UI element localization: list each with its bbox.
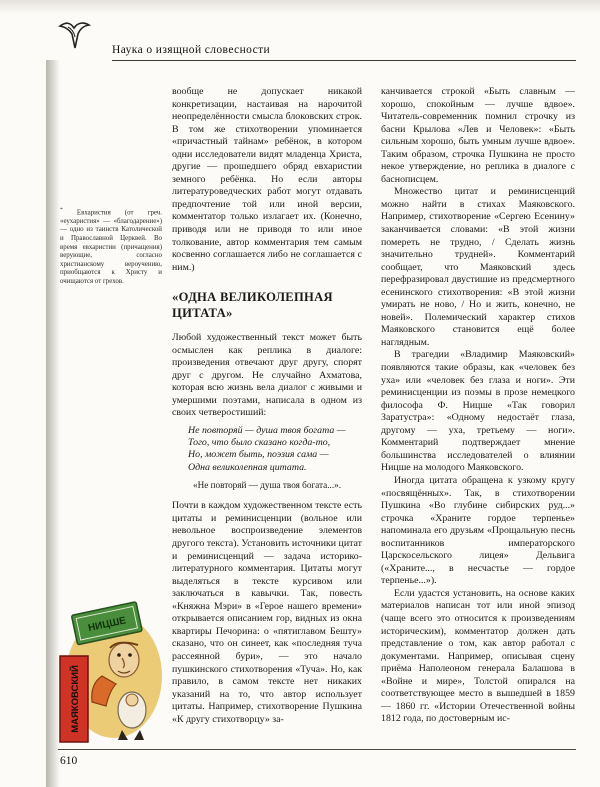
- poem-line: Не повторяй — душа твоя богата —: [188, 425, 346, 437]
- paragraph: канчивается строкой «Быть славным — хорошо, спокойным — лучше вдвое». Читатель-современник помнил строчку из басни Крылова «Лев и Человек»: «Быть сильным хорошо, быть умным лучше вдвое». Таким образом, строчка Пушкина не просто некое утверждение, но реплика в диалоге с баснописцем.: [381, 86, 575, 185]
- paragraph: Иногда цитата обращена к узкому кругу «посвящённых». Так, в стихотворении Пушкина «Во глубине сибирских руд...» строчка «Храните гордое терпенье» напоминала его друзьям «Прощальную песнь воспитанников императорского Царскосельского лицея» Дельвига («Храните..., в несчастье — гордое терпенье...»).: [381, 474, 575, 587]
- left-column: [172, 86, 362, 746]
- running-head: Наука о изящной словесности: [112, 44, 271, 56]
- paragraph: Почти в каждом художественном тексте есть цитаты и реминисценции (вольное или невольное воспроизведение элементов другого текста). Установить источники цитат и реминисценций — задача историко-литературного комментария. Цитаты могут выделяться в тексте курсивом или заключаться в кавычки. Так, повесть «Княжна Мэри» в «Герое нашего времени» открывается описанием гор, видных из окна квартиры Печорина: о «пятиглавом Бешту» сказано, что он синеет, как «последняя туча рассеянной бури», — это начало пушкинского стихотворения «Туча». Но, как правило, в самом тексте нет никаких указаний на то, что автор использует цитаты. Например, стихотворение Пушкина «К другу стихотворцу» за-: [172, 500, 362, 725]
- poem-caption: «Не повторяй — душа твоя богата...».: [192, 479, 342, 490]
- poem-line: Но, может быть, поэзия сама —: [188, 449, 329, 461]
- paragraph: Множество цитат и реминисценций можно найти в стихах Маяковского. Например, стихотворение «Сергею Есенину» заканчивается словами: «В этой жизни помереть не трудно, / Сделать жизнь значительно трудней». Комментарий сообщает, что Маяковский здесь перефразировал двустишие из предсмертного есенинского стихотворения: «В этой жизни умирать не ново, / Но и жить, конечно, не новей». Полемический характер стихов Маяковского становится ещё более наглядным.: [381, 186, 575, 348]
- paragraph: Если удастся установить, на основе каких материалов написан тот или иной эпизод (чаще всего это относится к произведениям историческим), комментатор должен дать представление о том, как автор работал с документами. Например, описывая сцену приёма Наполеоном генерала Балашова в «Войне и мире», Толстой опирался на соответствующее место в вышедшей в 1859— 1860 гг. «Истории Отечественной войны 1812 года, по достоверным ис-: [381, 587, 575, 725]
- scan-top-shadow: [0, 0, 600, 14]
- poem-quote: [188, 425, 362, 474]
- publisher-logo-icon: [56, 20, 92, 54]
- header-rule: [112, 60, 576, 61]
- footnote-text: Евхаристия (от греч. «еухаристия» — «благодарение») — одно из таинств Католической и Православной Церквей. Во время евхаристии (причащения) верующие, согласно христианскому вероучению, приобщаются к Христу и очищаются от грехов.: [60, 209, 162, 286]
- right-column: [381, 86, 575, 746]
- page-number: 610: [60, 755, 78, 767]
- poem-line: Одна великолепная цитата.: [188, 461, 307, 473]
- footnote: [60, 206, 162, 287]
- nietzsche-book-title: НИЦШЕ: [87, 615, 128, 635]
- section-heading: «ОДНА ВЕЛИКОЛЕПНАЯ ЦИТАТА»: [172, 290, 333, 321]
- paragraph: В трагедии «Владимир Маяковский» появляются такие образы, как «человек без уха» или «человек без глаза и ноги». Эти реминисценции из поэмы в прозе немецкого философа Ф. Ницше «Так говорил Заратустра»: «Одному недостаёт глаза, другому — уха, третьему — ноги». Комментарий подтверждает мнение большинства исследователей о влиянии Ницше на молодого Маяковского.: [381, 349, 575, 474]
- footnote-marker: *: [60, 207, 63, 213]
- caricature-face: [109, 643, 139, 677]
- paragraph: вообще не допускает никакой конкретизации, настаивая на нарочитой неопределённости смысла блоковских строк. В том же стихотворении упоминается «причастный тайнам» ребёнок, в котором одни исследователи видят младенца Христа, другие — прошедшего обряд евхаристии земного ребёнка. Но если авторы литературоведческих работ могут отдавать предпочтение той или иной версии, комментатор только излагает их. (Конечно, приводя или не приводя то или иное толкование, автор комментария тем самым косвенно соглашается либо не соглашается с ним.): [172, 86, 362, 273]
- poem-line: Того, что было сказано когда-то,: [188, 437, 331, 449]
- mayakovsky-book-title: МАЯКОВСКИЙ: [70, 665, 81, 733]
- caricature-illustration: [50, 598, 168, 748]
- mayakovsky-book: [60, 656, 88, 742]
- paragraph: Любой художественный текст может быть осмыслен как реплика в диалоге: произведения отвечают друг другу, спорят друг с другом. Не случайно Ахматова, которая всю жизнь вела диалог с живыми и умершими поэтами, написала в одном из своих четверостиший:: [172, 332, 362, 419]
- footer-rule: [58, 749, 576, 750]
